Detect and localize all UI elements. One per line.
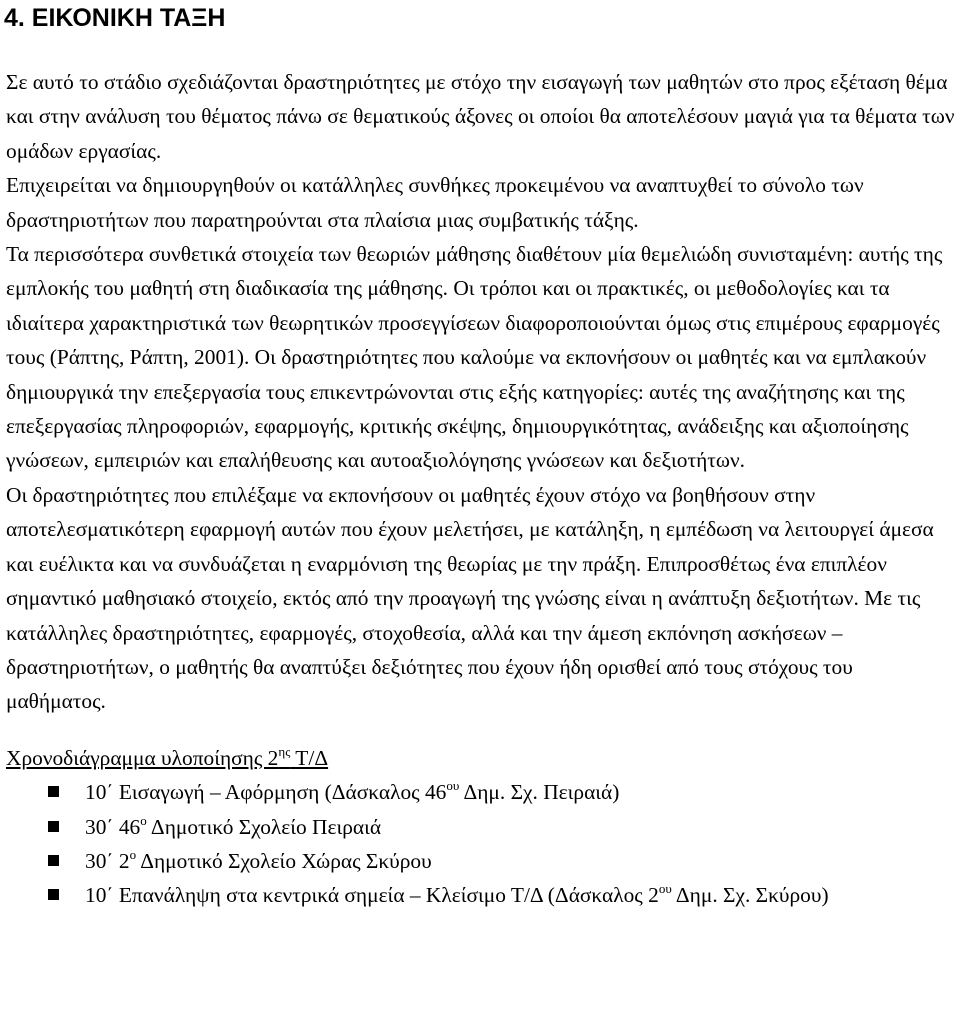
square-bullet-icon [48,786,59,797]
schedule-item [6,878,956,912]
paragraph-activities: Οι δραστηριότητες που επιλέξαμε να εκπονήσουν οι μαθητές έχουν στόχο να βοηθήσουν στην αποτελεσματικότερη εφαρμογή αυτών που έχουν μελετήσει, με κατάληξη, η εμπέδωση να λειτουργεί άμεσα και ευέλικτα και να συνδυάζεται η εναρμόνιση της θεωρίας με την πράξη. Επιπροσθέτως ένα επιπλέον σημαντικό μαθησιακό στοιχείο, εκτός από την προαγωγή της γνώσης είναι η ανάπτυξη δεξιοτήτων. Με τις κατάλληλες δραστηριότητες, εφαρμογές, στοχοθεσία, αλλά και την άμεση εκπόνηση ασκήσεων – δραστηριοτήτων, ο μαθητής θα αναπτύξει δεξιότητες που έχουν ήδη ορισθεί από τους στόχους του μαθήματος. [6,482,934,714]
paragraph-learning-theories: Τα περισσότερα συνθετικά στοιχεία των θεωριών μάθησης διαθέτουν μία θεμελιώδη συνισταμένη: αυτής της εμπλοκής του μαθητή στη διαδικασία της μάθησης. Οι τρόποι και οι πρακτικές, οι μεθοδολογίες και τα ιδιαίτερα χαρακτηριστικά των θεωρητικών προσεγγίσεων διαφοροποιούνται όμως στις επιμέρους εφαρμογές τους (Ράπτης, Ράπτη, 2001). Οι δραστηριότητες που καλούμε να εκπονήσουν οι μαθητές και να εμπλακούν δημιουργικά την επεξεργασία τους επικεντρώνονται στις εξής κατηγορίες: αυτές της αναζήτησης και της επεξεργασίας πληροφοριών, εφαρμογής, κριτικής σκέψης, δημιουργικότητας, ανάδειξης και αξιοποίησης γνώσεων, εμπειριών και επαλήθευσης και αυτοαξιολόγησης γνώσεων και δεξιοτήτων. [6,242,943,473]
schedule-title-superscript: ης [278,743,291,759]
square-bullet-icon [48,855,59,866]
schedule-item-text: 30΄ 2 [85,848,130,873]
section-heading: 4. ΕΙΚΟΝΙΚΗ ΤΑΞΗ [4,4,226,32]
square-bullet-icon [48,889,59,900]
schedule-item-text: 30΄ 46 [85,814,141,839]
schedule-item-superscript: ο [129,846,137,862]
schedule-item-suffix: Δημοτικό Σχολείο Πειραιά [146,814,382,839]
schedule-title-text: Χρονοδιάγραμμα υλοποίησης 2 [6,745,279,770]
schedule-title-underlined [6,743,329,770]
schedule-item-superscript: ου [658,881,672,897]
square-bullet-icon [48,821,59,832]
schedule-item-superscript: ο [140,812,147,828]
schedule-item-superscript: ου [446,778,460,794]
schedule-item-text: 10΄ Επανάληψη στα κεντρικά σημεία – Κλείσιμο Τ/Δ (Δάσκαλος 2 [85,883,659,908]
schedule-item [6,844,956,878]
schedule-item [6,810,956,844]
schedule-item [6,775,956,809]
schedule-item-suffix: Δημοτικό Σχολείο Χώρας Σκύρου [136,848,432,873]
paragraph-conditions: Επιχειρείται να δημιουργηθούν οι κατάλληλες συνθήκες προκειμένου να αναπτυχθεί το σύνολο των δραστηριοτήτων που παρατηρούνται στα πλαίσια μιας συμβατικής τάξης. [6,173,864,232]
schedule-title-suffix: Τ/Δ [290,745,329,770]
schedule-title [6,741,956,775]
schedule-item-text: 10΄ Εισαγωγή – Αφόρμηση (Δάσκαλος 46 [85,780,447,805]
schedule-item-suffix: Δημ. Σχ. Πειραιά) [459,780,620,805]
document-body [6,65,956,913]
schedule-list [6,775,956,913]
schedule-item-suffix: Δημ. Σχ. Σκύρου) [671,883,829,908]
paragraph-intro: Σε αυτό το στάδιο σχεδιάζονται δραστηριότητες με στόχο την εισαγωγή των μαθητών στο προς εξέταση θέμα και στην ανάλυση του θέματος πάνω σε θεματικούς άξονες οι οποίοι θα αποτελέσουν μαγιά για τα θέματα των ομάδων εργασίας. [6,70,955,163]
